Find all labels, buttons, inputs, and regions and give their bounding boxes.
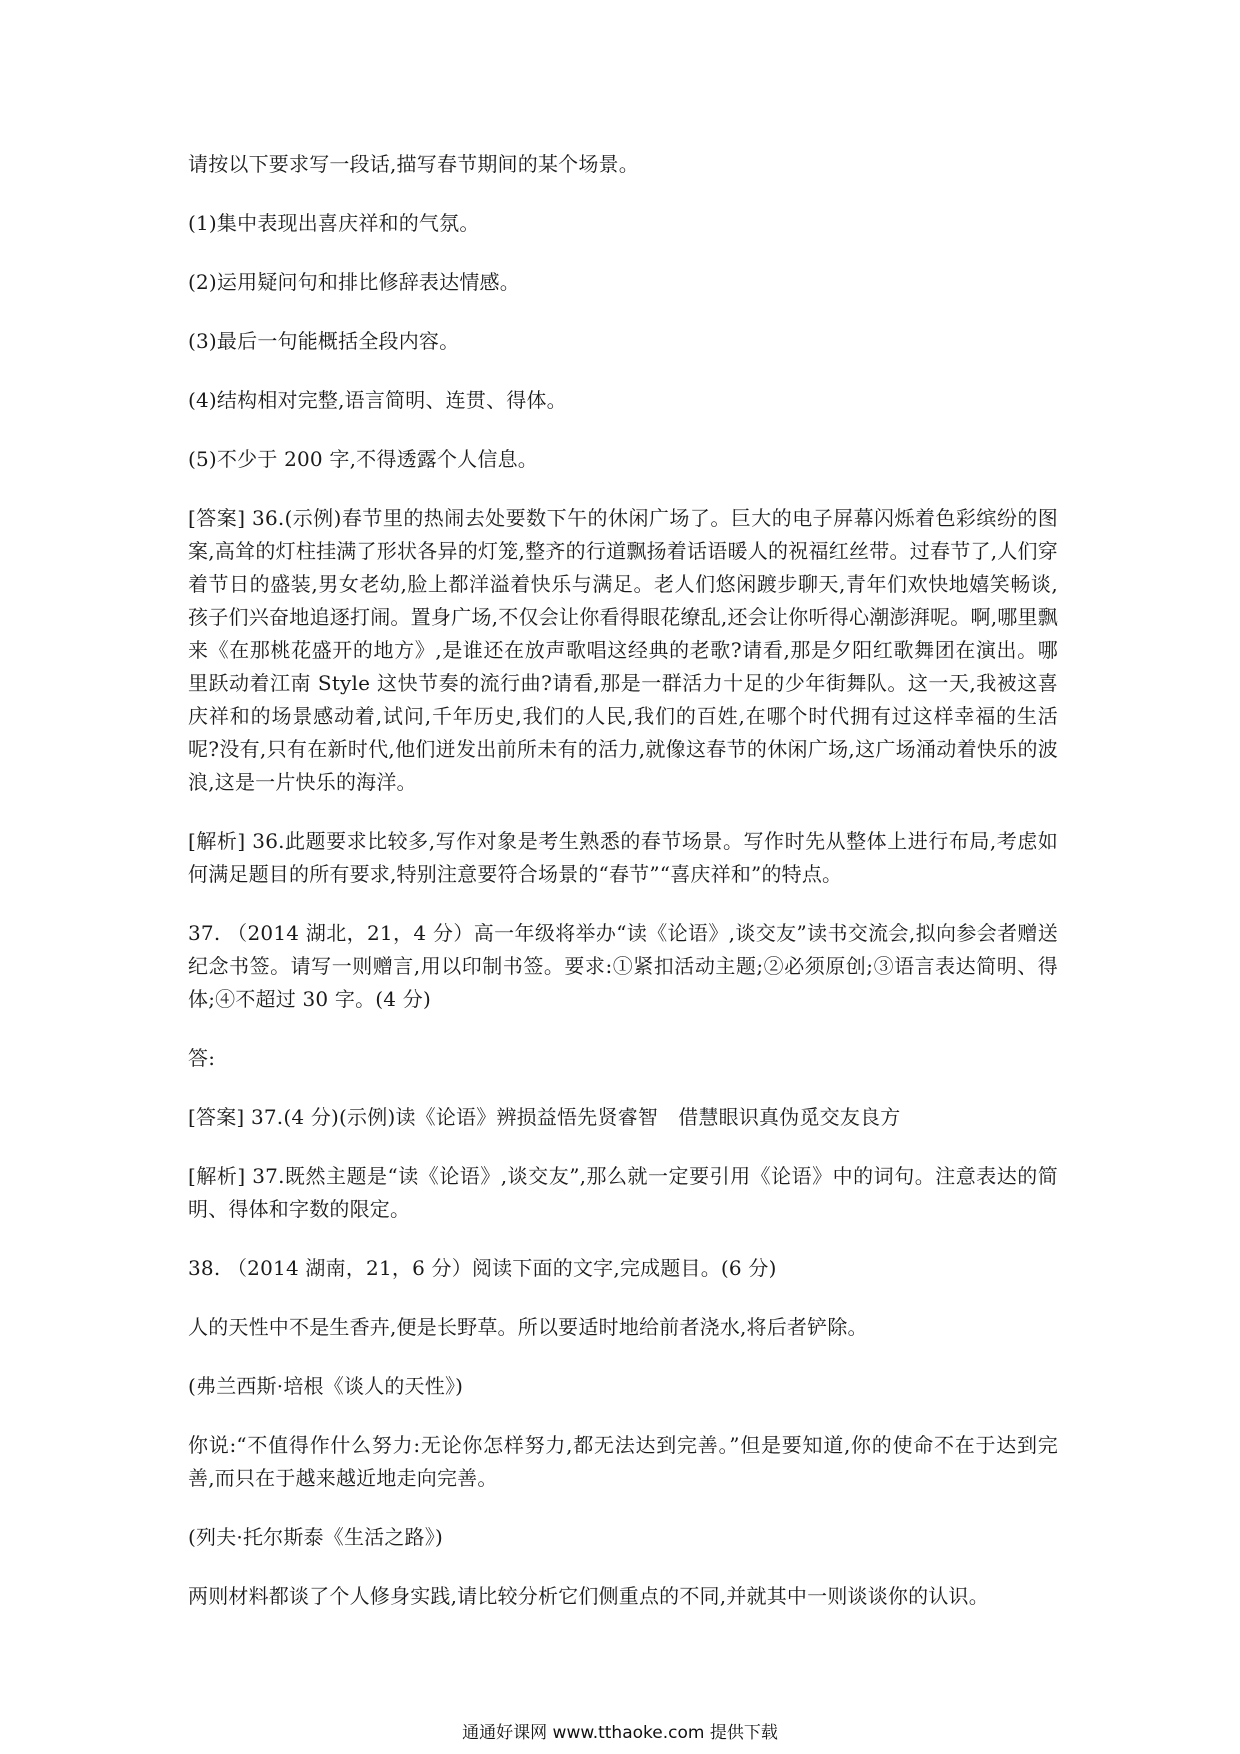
answer-36: [答案] 36.(示例)春节里的热闹去处要数下午的休闲广场了。巨大的电子屏幕闪烁着色彩缤纷的图案,高耸的灯柱挂满了形状各异的灯笼,整齐的行道飘扬着话语暖人的祝福红丝带。过春节了,人们穿着节日的盛装,男女老幼,脸上都洋溢着快乐与满足。老人们悠闲踱步聊天,青年们欢快地嬉笑畅谈,孩子们兴奋地追逐打闹。置身广场,不仅会让你看得眼花缭乱,还会让你听得心潮澎湃呢。啊,哪里飘来《在那桃花盛开的地方》,是谁还在放声歌唱这经典的老歌?请看,那是夕阳红歌舞团在演出。哪里跃动着江南 Style 这快节奏的流行曲?请看,那是一群活力十足的少年街舞队。这一天,我被这喜庆祥和的场景感动着,试问,千年历史,我们的人民,我们的百姓,在哪个时代拥有过这样幸福的生活呢?没有,只有在新时代,他们迸发出前所未有的活力,就像这春节的休闲广场,这广场涌动着快乐的波浪,这是一片快乐的海洋。 [188, 506, 1058, 794]
quote-bacon-source: (弗兰西斯·培根《谈人的天性》) [188, 1374, 464, 1398]
analysis-36: [解析] 36.此题要求比较多,写作对象是考生熟悉的春节场景。写作时先从整体上进行布局,考虑如何满足题目的所有要求,特别注意要符合场景的“春节”“喜庆祥和”的特点。 [188, 829, 1058, 886]
document-body [188, 148, 1058, 1639]
question-37: 37. （2014 湖北，21，4 分）高一年级将举办“读《论语》,谈交友”读书交流会,拟向参会者赠送纪念书签。请写一则赠言,用以印制书签。要求:①紧扣活动主题;②必须原创;③语言表达简明、得体;④不超过 30 字。(4 分) [188, 921, 1058, 1011]
requirement-4: (4)结构相对完整,语言简明、连贯、得体。 [188, 388, 567, 412]
question-38-prompt: 两则材料都谈了个人修身实践,请比较分析它们侧重点的不同,并就其中一则谈谈你的认识。 [188, 1584, 989, 1608]
question-38: 38. （2014 湖南，21，6 分）阅读下面的文字,完成题目。(6 分) [188, 1256, 777, 1280]
requirement-3: (3)最后一句能概括全段内容。 [188, 329, 460, 353]
quote-bacon: 人的天性中不是生香卉,便是长野草。所以要适时地给前者浇水,将后者铲除。 [188, 1315, 868, 1339]
page-footer: 通通好课网 www.tthaoke.com 提供下载 [462, 1723, 778, 1743]
instruction-intro: 请按以下要求写一段话,描写春节期间的某个场景。 [188, 152, 639, 176]
answer-label: 答: [188, 1046, 216, 1070]
quote-tolstoy-source: (列夫·托尔斯泰《生活之路》) [188, 1525, 443, 1549]
requirement-1: (1)集中表现出喜庆祥和的气氛。 [188, 211, 480, 235]
requirement-2: (2)运用疑问句和排比修辞表达情感。 [188, 270, 520, 294]
quote-tolstoy: 你说:“不值得作什么努力:无论你怎样努力,都无法达到完善。”但是要知道,你的使命不在于达到完善,而只在于越来越近地走向完善。 [188, 1433, 1058, 1490]
analysis-37: [解析] 37.既然主题是“读《论语》,谈交友”,那么就一定要引用《论语》中的词句。注意表达的简明、得体和字数的限定。 [188, 1164, 1058, 1221]
requirement-5: (5)不少于 200 字,不得透露个人信息。 [188, 447, 538, 471]
answer-37: [答案] 37.(4 分)(示例)读《论语》辨损益悟先贤睿智 借慧眼识真伪觅交友良方 [188, 1105, 901, 1129]
